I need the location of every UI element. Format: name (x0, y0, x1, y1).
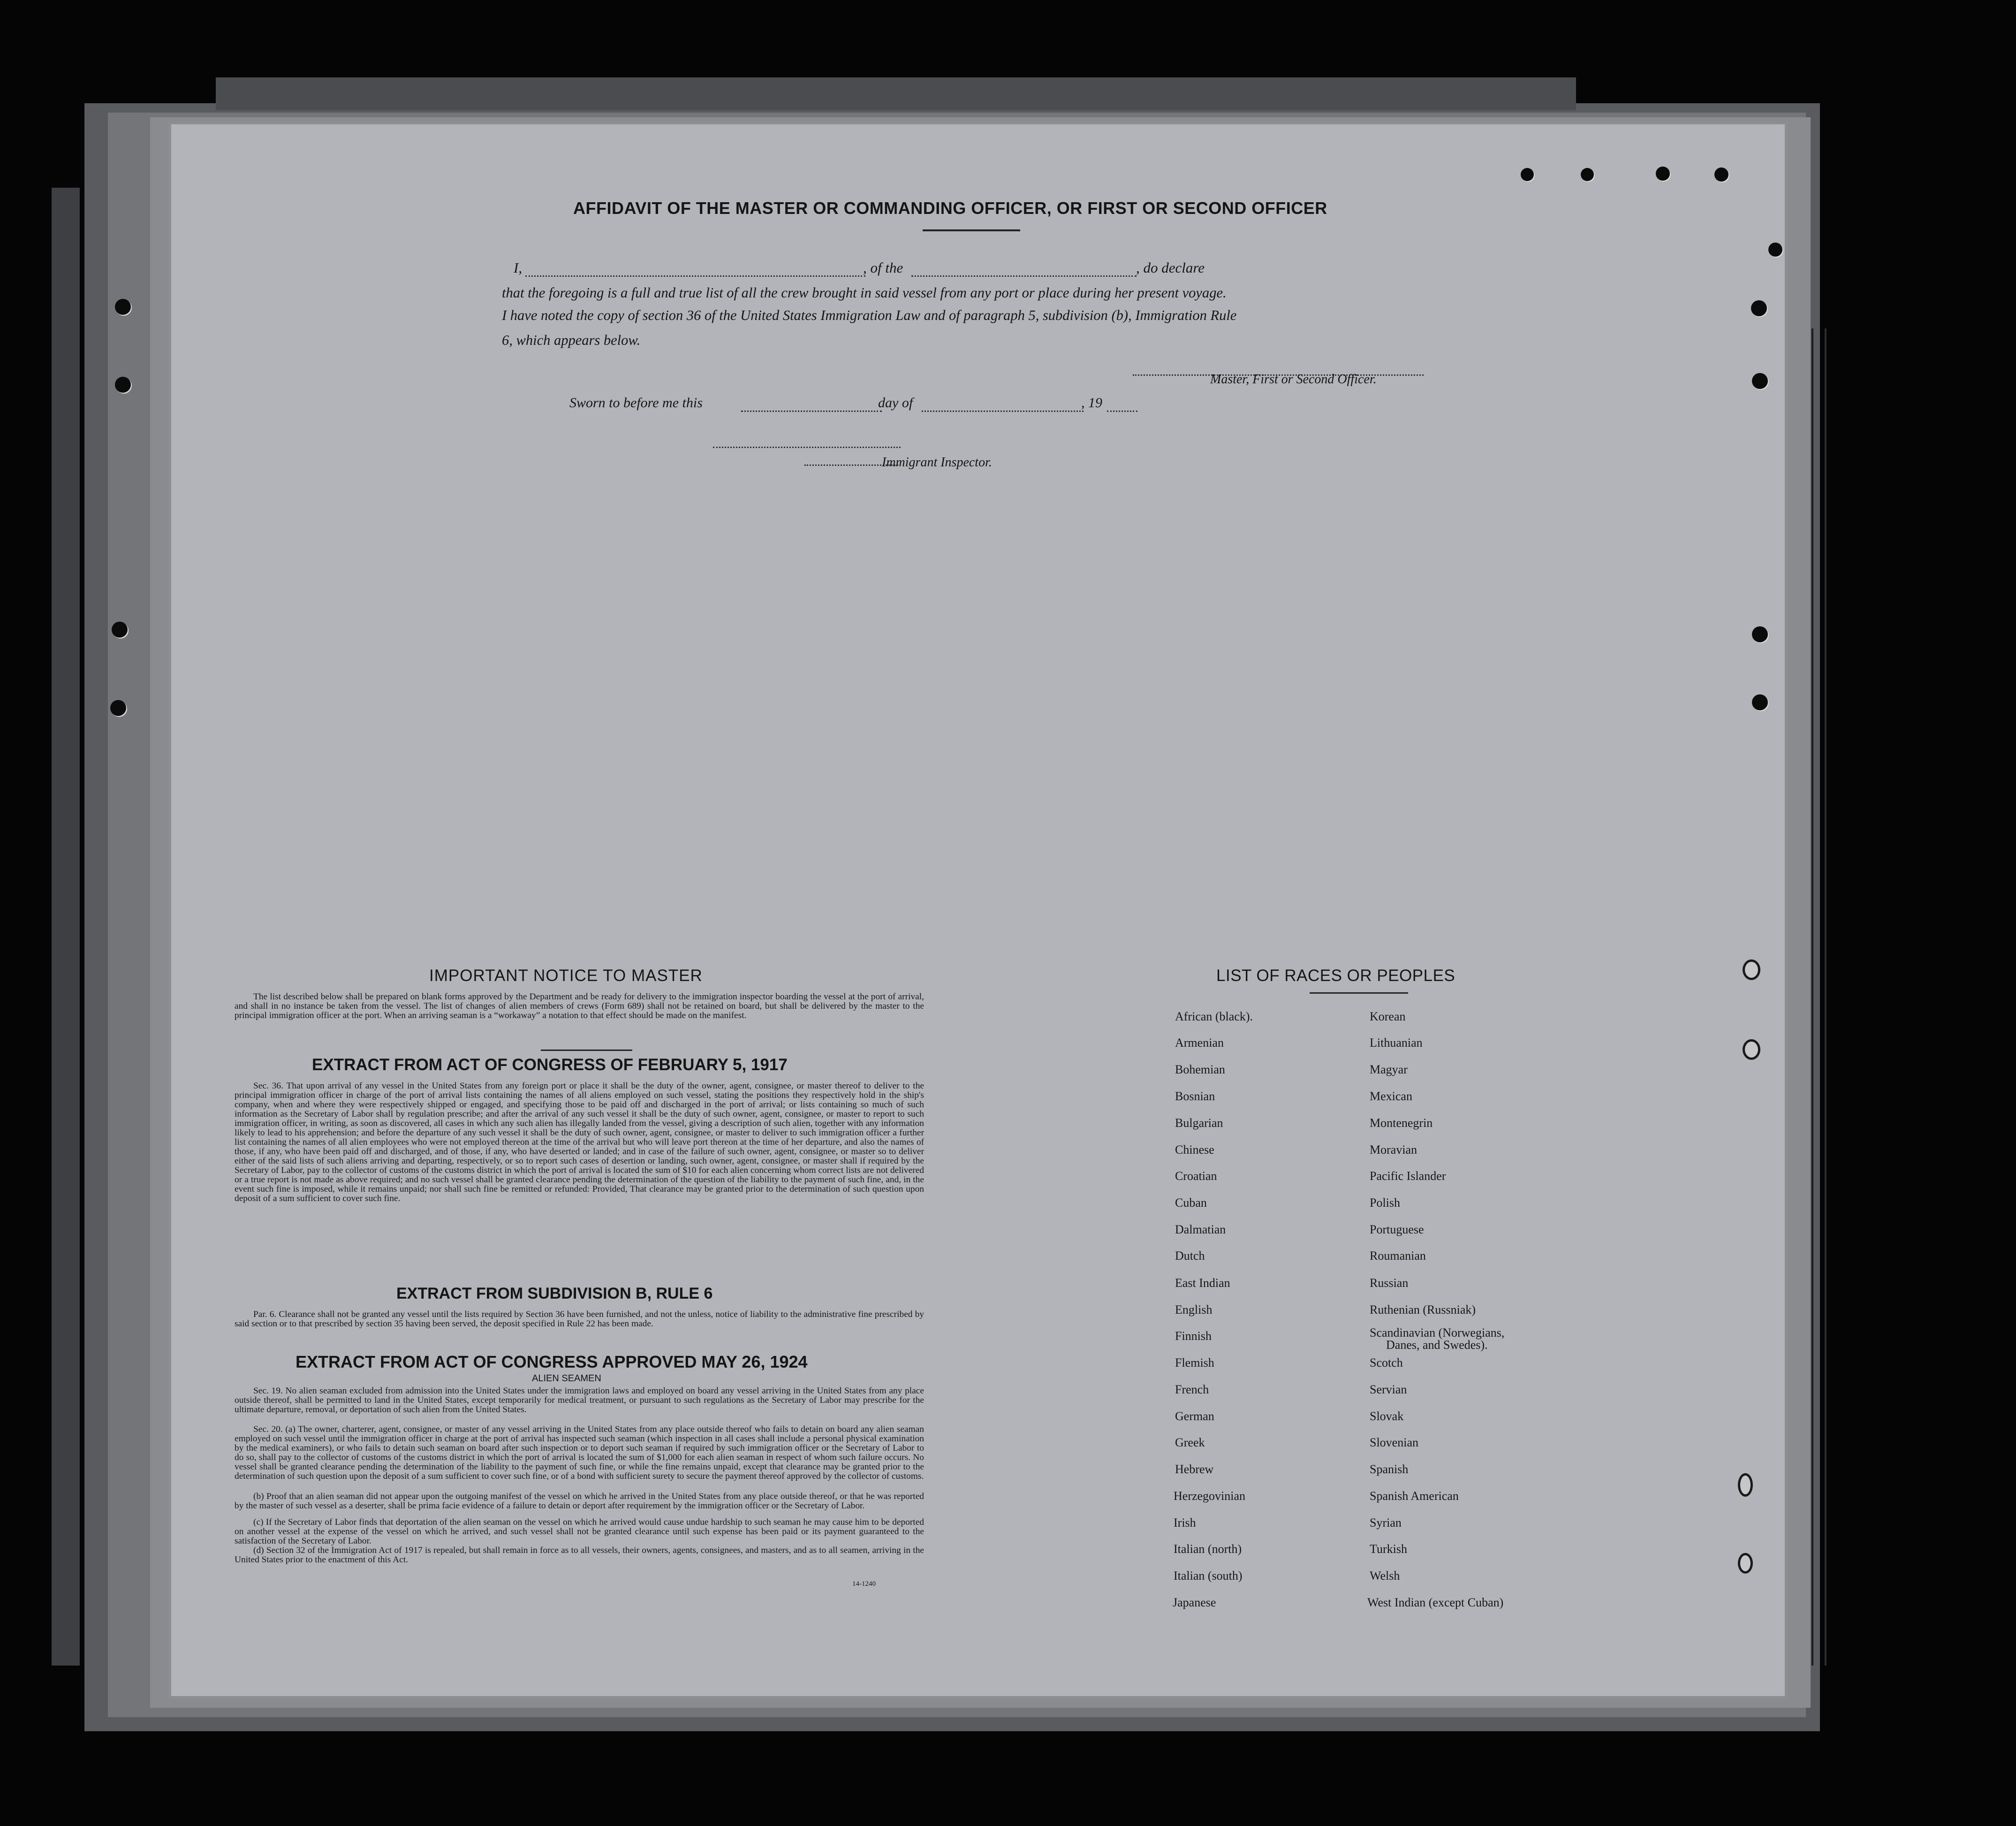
binder-hole (115, 299, 131, 315)
affidavit-line2: that the foregoing is a full and true list of all the crew brought in said vessel from any port or place during her present voyage. (502, 285, 1227, 301)
race-item: Hebrew (1175, 1462, 1214, 1476)
master-signature-label: Master, First or Second Officer. (1210, 372, 1377, 387)
races-title-rule (1310, 992, 1408, 994)
race-item: Croatian (1175, 1169, 1217, 1183)
sworn-date-blank[interactable] (741, 411, 882, 412)
affidavit-line1-of-the: , of the (863, 259, 903, 276)
right-sheet-rule (1811, 328, 1813, 1666)
race-item: Korean (1370, 1010, 1406, 1023)
affidavit-title: AFFIDAVIT OF THE MASTER OR COMMANDING OFFICER, OR FIRST OR SECOND OFFICER (573, 198, 1327, 218)
race-item: Portuguese (1370, 1223, 1424, 1236)
races-title: LIST OF RACES OR PEOPLES (1216, 966, 1455, 985)
race-item: English (1175, 1303, 1213, 1316)
binder-hole (1581, 168, 1594, 181)
sworn-text: Sworn to before me this (569, 395, 703, 411)
binder-hole (1521, 168, 1534, 181)
race-item: Japanese (1173, 1596, 1216, 1609)
race-item: Slovak (1370, 1409, 1404, 1423)
top-binding-strip (216, 77, 1576, 110)
race-item: Mexican (1370, 1089, 1412, 1103)
right-sheet-rule (1825, 328, 1827, 1666)
sworn-day-of: day of (878, 395, 913, 411)
race-item: Moravian (1370, 1143, 1417, 1156)
extract-1924-sec20d: (d) Section 32 of the Immigration Act of 1917 is repealed, but shall remain in force as to all vessels, their owners, agents, consignees, and masters, and as to all seamen, arriving in the United States prior to the enactment of this Act. (235, 1545, 924, 1565)
race-item: Spanish American (1370, 1489, 1459, 1503)
notice-rule (541, 1050, 632, 1051)
extract-rule6-title: EXTRACT FROM SUBDIVISION B, RULE 6 (396, 1285, 713, 1302)
extract-1924-sec20b: (b) Proof that an alien seaman did not appear upon the outgoing manifest of the vessel on which he arrived in the United States from any place outside thereof, or that he was reported by the master of such vessel as a deserter, shall be prima facie evidence of a failure to detain or deport after requirement by the immigration officer or the Secretary of Labor. (235, 1491, 924, 1511)
binder-hole (1768, 243, 1782, 257)
vessel-blank[interactable] (911, 275, 1137, 277)
race-item: Scandinavian (Norwegians, (1370, 1326, 1505, 1339)
notice-title: IMPORTANT NOTICE TO MASTER (429, 966, 703, 985)
race-item: Welsh (1370, 1569, 1400, 1583)
inspector-label: Immigrant Inspector. (882, 455, 992, 470)
binder-hole (1752, 373, 1768, 389)
race-item: Bohemian (1175, 1063, 1225, 1076)
sworn-year-blank[interactable] (1107, 411, 1137, 412)
extract-1924-title: EXTRACT FROM ACT OF CONGRESS APPROVED MAY 26, 1924 (296, 1352, 808, 1371)
sworn-year-prefix: , 19 (1081, 395, 1102, 411)
binder-ring (1743, 959, 1760, 980)
race-item: Scotch (1370, 1356, 1403, 1370)
extract-1924-sec20c: (c) If the Secretary of Labor finds that deportation of the alien seaman on the vessel on which he arrived would cause undue hardship to such seaman he may cause him to be deported on another vessel at the expense of the vessel on which he arrived, and such vessel shall not be granted clearance until such expense has been paid or its payment guaranteed to the satisfaction of the Secretary of Labor. (235, 1517, 924, 1546)
race-item: Syrian (1370, 1516, 1402, 1529)
extract-1917-text: Sec. 36. That upon arrival of any vessel in the United States from any foreign port or place it shall be the duty of the owner, agent, consignee, or master thereof to deliver to the principal immigration officer in charge of the port of arrival lists containing the names of all aliens employed on such vessel, stating the positions they respectively hold in the ship's company, when and where they were respectively shipped or engaged, and specifying those to be paid off and discharged in the port of arrival; or lists containing so much of such information as the Secretary of Labor shall by regulation prescribe; and after the arrival of any such vessel it shall be the duty of such owner, agent, consignee, or master to report to such immigration officer, in writing, as soon as discovered, all cases in which any such alien has illegally landed from the vessel, giving a description of such alien, together with any information likely to lead to his apprehension; and before the departure of any such vessel it shall be the duty of such owner, agent, consignee, or master to deliver to such immigration officer a further list containing the names of all alien employees who were not employed thereon at the time of the arrival but who will leave port thereon at the time of her departure, and also the names of those, if any, who have been paid off and discharged, and of those, if any, who have deserted or landed; and in case of the failure of such owner, agent, consignee, or master so to deliver either of the said lists of such aliens arriving and departing, respectively, or so to report such cases of desertion or landing, such owner, agent, consignee, or master shall if required by the Secretary of Labor, pay to the collector of customs of the customs district in which the port of arrival is located the sum of $10 for each alien concerning whom correct lists are not delivered or a true report is not made as above required; and no such vessel shall be granted clearance pending the determination of the question of the liability to the payment of such fine, and, in the event such fine is imposed, while it remains unpaid; nor shall such fine be remitted or refunded: Provided, That clearance may be granted prior to the determination of such question upon deposit of a sum sufficient to cover such fine. (235, 1081, 924, 1203)
race-item: Magyar (1370, 1063, 1408, 1076)
binder-hole (112, 622, 128, 638)
name-blank[interactable] (525, 275, 865, 277)
binder-hole (1656, 167, 1670, 181)
race-item: Finnish (1175, 1329, 1212, 1343)
affidavit-line1-declare: , do declare (1136, 259, 1205, 276)
race-item: Montenegrin (1370, 1116, 1433, 1130)
race-item: Lithuanian (1370, 1036, 1423, 1050)
extract-rule6-text: Par. 6. Clearance shall not be granted any vessel until the lists required by Section 36 have been furnished, and not the unless, notice of liability to the administrative fine prescribed by said section or to that prescribed by section 35 having been served, the deposit specified in Rule 22 has been made. (235, 1309, 924, 1329)
race-item: Bosnian (1175, 1089, 1215, 1103)
race-item: Italian (north) (1174, 1542, 1242, 1556)
race-item: French (1175, 1383, 1209, 1396)
race-item: Slovenian (1370, 1436, 1418, 1449)
binder-ring (1743, 1039, 1760, 1060)
binder-hole (1752, 694, 1768, 710)
race-item: Greek (1175, 1436, 1205, 1449)
race-item: Russian (1370, 1276, 1409, 1290)
form-number: 14-1240 (852, 1580, 876, 1588)
race-item: Turkish (1370, 1542, 1407, 1556)
binder-hole (110, 700, 126, 716)
binder-hole (1752, 626, 1768, 642)
sworn-month-blank[interactable] (922, 411, 1084, 412)
binder-hole (115, 377, 131, 393)
extract-1917-title: EXTRACT FROM ACT OF CONGRESS OF FEBRUARY 5, 1917 (312, 1056, 788, 1074)
binder-ring (1738, 1473, 1753, 1497)
race-item: Bulgarian (1175, 1116, 1223, 1130)
race-item: Servian (1370, 1383, 1407, 1396)
race-item: Dutch (1175, 1249, 1205, 1263)
race-item: Irish (1174, 1516, 1196, 1529)
binder-hole (1714, 167, 1728, 182)
race-item: Italian (south) (1174, 1569, 1243, 1583)
race-item: West Indian (except Cuban) (1367, 1596, 1504, 1609)
race-item: Armenian (1175, 1036, 1224, 1050)
race-item: Herzegovinian (1174, 1489, 1246, 1503)
race-item: Danes, and Swedes). (1386, 1338, 1488, 1352)
race-item: Flemish (1175, 1356, 1214, 1370)
race-item: Chinese (1175, 1143, 1214, 1156)
affidavit-title-rule (923, 229, 1020, 231)
race-item: Cuban (1175, 1196, 1207, 1210)
affidavit-line1-i: I, (514, 259, 523, 276)
notice-text: The list described below shall be prepared on blank forms approved by the Department and be ready for delivery to the immigration inspector boarding the vessel at the port of arrival, and shall in no instance be taken from the vessel. The list of changes of alien members of crews (Form 689) shall not be retained on board, but shall be delivered by the master to the principal immigration officer at the port. When an arriving seaman is a “workaway” a notation to that effect should be made on the manifest. (235, 992, 924, 1020)
affidavit-line3: I have noted the copy of section 36 of the United States Immigration Law and of paragraph 5, subdivision (b), Immigration Rule (502, 307, 1237, 323)
binder-ring (1738, 1553, 1753, 1574)
binder-hole (1751, 300, 1767, 316)
extract-1924-sec20a: Sec. 20. (a) The owner, charterer, agent, consignee, or master of any vessel arriving in the United States from any place outside thereof who fails to detain on board any alien seaman employed on such vessel until the immigration officer in charge at the port of arrival has inspected such seaman (which inspection in all cases shall include a personal physical examination by the medical examiners), or who fails to detain such seaman on board after such inspection or to deport such seaman if required by such immigration officer or the Secretary of Labor to do so, shall pay to the collector of customs of the customs district in which the port of arrival is located the sum of $1,000 for each alien seaman in respect of whom such failure occurs. No vessel shall be granted clearance pending the determination of the liability to the payment of such fine, or while the fine remains unpaid, except that clearance may be granted prior to the determination of such question upon the deposit of a sum sufficient to cover such fine, or of a bond with sufficient surety to secure the payment thereof approved by the collector of customs. (235, 1424, 924, 1481)
inspector-signature-line[interactable] (713, 447, 901, 448)
race-item: African (black). (1175, 1010, 1253, 1023)
extract-1924-sec19: Sec. 19. No alien seaman excluded from admission into the United States under the immigration laws and employed on board any vessel arriving in the United States from any place outside thereof, shall be permitted to land in the United States, except temporarily for medical treatment, or pursuant to such regulations as the Secretary of Labor may prescribe for the ultimate departure, removal, or deportation of such alien from the United States. (235, 1386, 924, 1415)
race-item: Ruthenian (Russniak) (1370, 1303, 1476, 1316)
race-item: German (1175, 1409, 1214, 1423)
race-item: Roumanian (1370, 1249, 1426, 1263)
race-item: Pacific Islander (1370, 1169, 1446, 1183)
race-item: Dalmatian (1175, 1223, 1226, 1236)
extract-1924-subtitle: ALIEN SEAMEN (532, 1373, 601, 1384)
race-item: East Indian (1175, 1276, 1230, 1290)
left-binding-strip (52, 188, 80, 1666)
race-item: Spanish (1370, 1462, 1409, 1476)
affidavit-line4: 6, which appears below. (502, 332, 641, 348)
race-item: Polish (1370, 1196, 1401, 1210)
manifest-back-page (171, 124, 1785, 1696)
